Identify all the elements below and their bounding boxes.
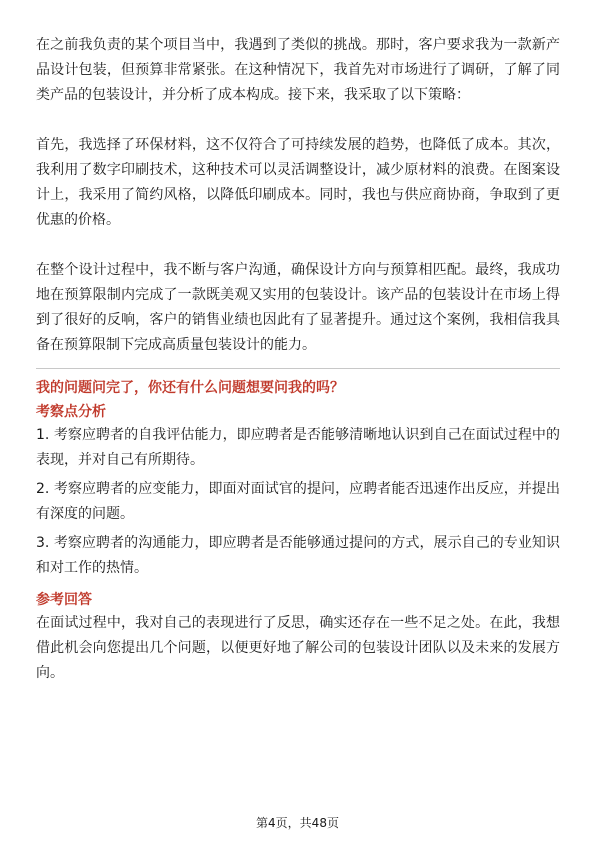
analysis-item-1: 1. 考察应聘者的自我评估能力，即应聘者是否能够清晰地认识到自己在面试过程中的表现，并对自己有所期待。 <box>36 427 560 468</box>
paragraph-gap <box>36 233 560 258</box>
body-paragraph-3: 在整个设计过程中，我不断与客户沟通，确保设计方向与预算相匹配。最终，我成功地在预算限制内完成了一款既美观又实用的包装设计。该产品的包装设计在市场上得到了很好的反响，客户的销售业绩也因此有了显著提升。通过这个案例，我相信我具备在预算限制下完成高质量包装设计的能力。 <box>36 262 560 353</box>
paragraph-gap <box>36 108 560 133</box>
analysis-item-3: 3. 考察应聘者的沟通能力，即应聘者是否能够通过提问的方式，展示自己的专业知识和对工作的热情。 <box>36 535 560 576</box>
answer-heading: 参考回答 <box>36 592 92 608</box>
body-paragraph-1: 在之前我负责的某个项目当中，我遇到了类似的挑战。那时，客户要求我为一款新产品设计包装，但预算非常紧张。在这种情况下，我首先对市场进行了调研，了解了同类产品的包装设计，并分析了成本构成。接下来，我采取了以下策略： <box>36 37 560 103</box>
section-divider <box>36 368 560 369</box>
body-paragraph-2: 首先，我选择了环保材料，这不仅符合了可持续发展的趋势，也降低了成本。其次，我利用了数字印刷技术，这种技术可以灵活调整设计，减少原材料的浪费。在图案设计上，我采用了简约风格，以降低印刷成本。同时，我也与供应商协商，争取到了更优惠的价格。 <box>36 137 560 228</box>
answer-text: 在面试过程中，我对自己的表现进行了反思，确实还存在一些不足之处。在此，我想借此机会向您提出几个问题，以便更好地了解公司的包装设计团队以及未来的发展方向。 <box>36 615 560 681</box>
document-page <box>36 33 560 686</box>
analysis-heading: 考察点分析 <box>36 404 106 420</box>
analysis-item-2: 2. 考察应聘者的应变能力，即面对面试官的提问，应聘者能否迅速作出反应，并提出有深度的问题。 <box>36 481 560 522</box>
page-number: 第4页，共48页 <box>256 816 339 830</box>
interview-question: 我的问题问完了，你还有什么问题想要问我的吗？ <box>36 380 344 396</box>
